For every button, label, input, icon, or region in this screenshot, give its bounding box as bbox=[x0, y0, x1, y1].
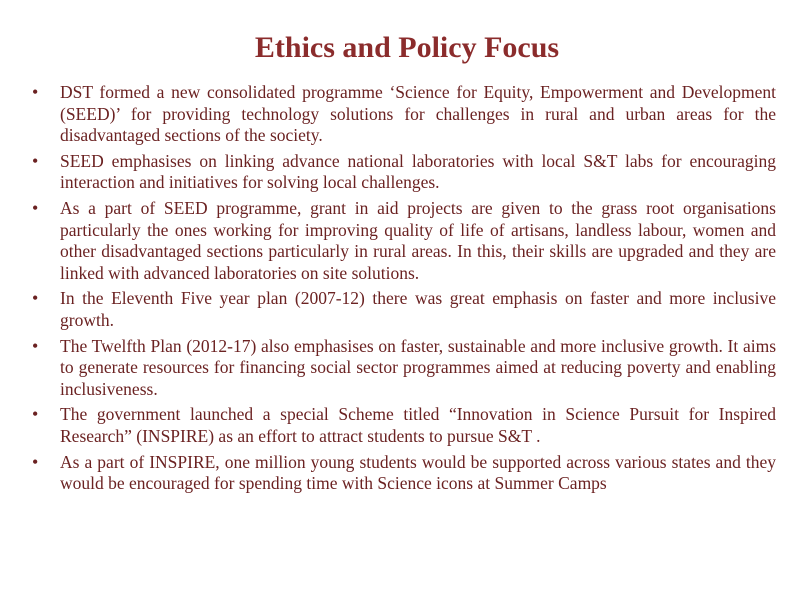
bullet-icon: • bbox=[32, 150, 39, 171]
bullet-item bbox=[32, 336, 776, 401]
bullet-item bbox=[32, 151, 776, 194]
bullet-icon: • bbox=[32, 82, 39, 102]
bullet-icon: • bbox=[32, 451, 39, 472]
bullet-icon: • bbox=[32, 197, 39, 218]
bullet-item bbox=[32, 288, 776, 331]
bullet-icon: • bbox=[32, 404, 39, 425]
bullet-item bbox=[32, 82, 776, 147]
bullet-icon: • bbox=[32, 288, 39, 309]
slide-title: Ethics and Policy Focus bbox=[254, 31, 560, 64]
bullet-text: The Twelfth Plan (2012-17) also emphasises on faster, sustainable and more inclusive growth. It aims to generate resources for financing social sector programmes aimed at reducing poverty and enabling inclusiveness. bbox=[60, 335, 776, 399]
bullet-item bbox=[32, 198, 776, 284]
bullet-text: SEED emphasises on linking advance national laboratories with local S&T labs for encouraging interaction and initiatives for solving local challenges. bbox=[60, 150, 776, 193]
bullet-text: As a part of SEED programme, grant in aid projects are given to the grass root organisations particularly the ones working for improving quality of life of artisans, landless labour, women and other disadvantaged sections particularly in rural areas. In this, their skills are upgraded and they are linked with advanced laboratories on site solutions. bbox=[60, 197, 776, 283]
bullet-text: The government launched a special Scheme titled “Innovation in Science Pursuit for Inspired Research” (INSPIRE) as an effort to attract students to pursue S&T . bbox=[60, 404, 776, 446]
bullet-text: DST formed a new consolidated programme ‘Science for Equity, Empowerment and Development (SEED)’ for providing technology solutions for challenges in rural and urban areas for the disadvantaged sections of the society. bbox=[60, 82, 776, 146]
bullet-icon: • bbox=[32, 335, 39, 356]
bullet-list bbox=[32, 82, 776, 499]
bullet-item bbox=[32, 452, 776, 495]
bullet-text: As a part of INSPIRE, one million young students would be supported across various states and they would be encouraged for spending time with Science icons at Summer Camps bbox=[60, 451, 776, 494]
bullet-text: In the Eleventh Five year plan (2007-12) there was great emphasis on faster and more inclusive growth. bbox=[60, 288, 776, 330]
bullet-item bbox=[32, 404, 776, 447]
